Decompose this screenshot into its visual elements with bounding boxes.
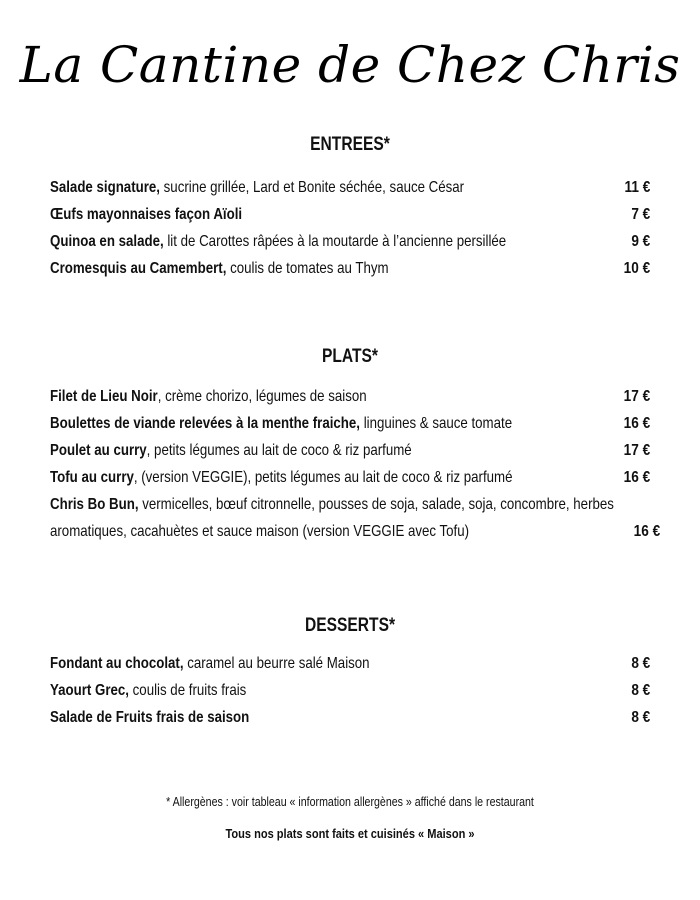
item-price: 16 € xyxy=(633,523,660,540)
menu-item xyxy=(50,255,660,282)
desserts-list xyxy=(50,650,660,731)
item-description: coulis de tomates au Thym xyxy=(226,260,389,277)
item-description: lit de Carottes râpées à la moutarde à l’ancienne persillée xyxy=(163,233,507,250)
section-title-plats: PLATS* xyxy=(322,346,378,367)
item-name: Salade signature, xyxy=(50,179,160,196)
item-price: 9 € xyxy=(631,233,650,250)
item-name: Boulettes de viande relevées à la menthe fraiche, xyxy=(50,415,361,432)
item-price: 17 € xyxy=(623,442,650,459)
menu-item xyxy=(50,464,660,491)
item-price: 8 € xyxy=(631,682,650,699)
menu-item xyxy=(50,491,660,545)
menu-item xyxy=(50,410,660,437)
menu-item xyxy=(50,650,660,677)
item-price: 10 € xyxy=(623,260,650,277)
menu-item xyxy=(50,677,660,704)
menu-item xyxy=(50,201,660,228)
item-description: , crème chorizo, légumes de saison xyxy=(157,388,367,405)
item-name: Poulet au curry xyxy=(50,442,147,459)
menu-item xyxy=(50,174,660,201)
section-title-desserts: DESSERTS* xyxy=(304,615,396,636)
item-price: 11 € xyxy=(624,179,650,196)
item-description: coulis de fruits frais xyxy=(128,682,247,699)
item-name: Yaourt Grec, xyxy=(50,682,129,699)
homemade-note: Tous nos plats sont faits et cuisinés « Maison » xyxy=(225,826,475,841)
item-price: 16 € xyxy=(623,415,650,432)
item-price: 7 € xyxy=(631,206,650,223)
allergen-footnote: * Allergènes : voir tableau « information allergènes » affiché dans le restaurant xyxy=(166,795,534,809)
menu-item xyxy=(50,704,660,731)
item-name: Cromesquis au Camembert, xyxy=(50,260,227,277)
item-description: linguines & sauce tomate xyxy=(360,415,513,432)
item-name: Quinoa en salade, xyxy=(50,233,164,250)
item-name: Filet de Lieu Noir xyxy=(50,388,158,405)
menu-item xyxy=(50,437,660,464)
item-description: vermicelles, bœuf citronnelle, pousses de soja, salade, soja, concombre, herbes aromatiques, cacahuètes et sauce maison (version VEGGIE avec Tofu) xyxy=(50,496,614,540)
plats-list xyxy=(50,383,660,545)
item-description: sucrine grillée, Lard et Bonite séchée, sauce César xyxy=(159,179,465,196)
item-name: Fondant au chocolat, xyxy=(50,655,184,672)
item-price: 16 € xyxy=(623,469,650,486)
menu-item xyxy=(50,383,660,410)
menu-item xyxy=(50,228,660,255)
item-description: , petits légumes au lait de coco & riz parfumé xyxy=(146,442,412,459)
entrees-list xyxy=(50,174,660,282)
item-description: caramel au beurre salé Maison xyxy=(183,655,370,672)
item-price: 8 € xyxy=(631,655,650,672)
item-name: Tofu au curry xyxy=(50,469,134,486)
item-name: Œufs mayonnaises façon Aïoli xyxy=(50,206,243,223)
item-price: 17 € xyxy=(623,388,650,405)
section-title-entrees: ENTREES* xyxy=(310,134,390,155)
item-price: 8 € xyxy=(631,709,650,726)
restaurant-title: La Cantine de Chez Chris xyxy=(19,36,681,94)
item-name: Chris Bo Bun, xyxy=(50,496,139,513)
item-description: , (version VEGGIE), petits légumes au lait de coco & riz parfumé xyxy=(133,469,513,486)
item-name: Salade de Fruits frais de saison xyxy=(50,709,250,726)
